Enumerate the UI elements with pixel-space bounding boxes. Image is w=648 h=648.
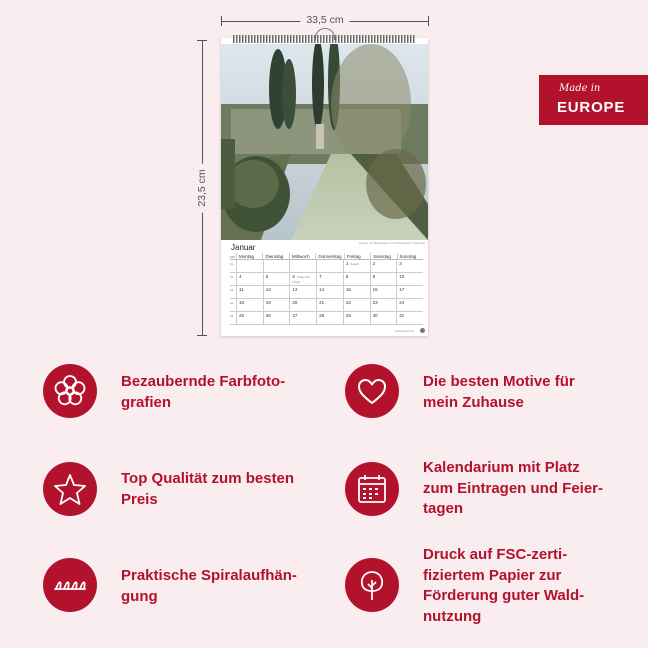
week-number: 05 [230, 314, 234, 318]
week-number: 04 [230, 301, 234, 305]
spiral-binding [233, 35, 416, 43]
width-label: 33,5 cm [300, 14, 349, 26]
feature-calendar-text: Kalendarium mit Platz zum Eintragen und Feier- tagen [423, 459, 604, 517]
week-row [230, 260, 423, 273]
day-cell [289, 260, 316, 272]
day-cell: 10 [396, 273, 423, 285]
day-cell [289, 273, 316, 285]
week-row [230, 312, 423, 325]
feature-photos-text: Bezaubernde Farbfoto- grafien [121, 373, 286, 411]
day-cell: 4 [236, 273, 263, 285]
day-cell: 26 [263, 312, 290, 324]
day-cell: 18 [236, 299, 263, 311]
day-cell: 11 [236, 286, 263, 298]
height-label: 23,5 cm [196, 163, 208, 212]
calendar-icon [345, 462, 399, 516]
feature-motifs-text: Die besten Motive für mein Zuhause [423, 373, 575, 411]
day-cell [343, 260, 370, 272]
europe-label: EUROPE [557, 99, 626, 116]
day-cell: 13 [289, 286, 316, 298]
photo-caption: Garten mit Buchsbaum und Wacholder im Raureif [358, 241, 425, 245]
weekday-label: Samstag [370, 253, 396, 260]
day-cell [316, 260, 343, 272]
spiral-icon [43, 558, 97, 612]
weekday-label: Montag [236, 253, 262, 260]
calendar-grid [230, 253, 423, 325]
day-cell: 2 [370, 260, 397, 272]
heart-icon [345, 364, 399, 418]
height-dimension [195, 40, 209, 336]
weekday-header [230, 253, 423, 260]
month-title: Januar [231, 243, 256, 252]
weekday-label: Mittwoch [289, 253, 315, 260]
week-row [230, 286, 423, 299]
star-icon [43, 462, 97, 516]
day-number: 1 [345, 261, 349, 266]
day-cell: 7 [316, 273, 343, 285]
day-cell: 24 [396, 299, 423, 311]
day-cell: 23 [370, 299, 397, 311]
week-number: 02 [230, 275, 234, 279]
feature-spiral-text: Praktische Spiralaufhän- gung [121, 567, 297, 605]
calendar-mockup [221, 38, 428, 336]
day-cell: 28 [316, 312, 343, 324]
garden-photo [221, 44, 428, 240]
day-cell: 20 [289, 299, 316, 311]
feature-fsc-text: Druck auf FSC-zerti- fiziertem Papier zur Förderung guter Wald- nutzung [423, 546, 585, 625]
weekday-label: Freitag [344, 253, 370, 260]
tree-icon [345, 558, 399, 612]
weekday-label: Sonntag [397, 253, 423, 260]
holiday-note: Neujahr [350, 263, 360, 266]
made-in-label: Made in [559, 83, 601, 94]
flower-icon [43, 364, 97, 418]
feature-quality-text: Top Qualität zum besten Preis [121, 470, 295, 508]
weekday-label: Dienstag [262, 253, 288, 260]
day-cell: 29 [343, 312, 370, 324]
day-cell: 8 [343, 273, 370, 285]
day-cell: 19 [263, 299, 290, 311]
day-cell: 5 [263, 273, 290, 285]
made-in-europe-badge [539, 75, 648, 125]
week-row [230, 273, 423, 286]
day-cell: 25 [236, 312, 263, 324]
day-cell: 17 [396, 286, 423, 298]
publisher-logo-icon [420, 328, 425, 333]
day-number: 6 [292, 274, 295, 279]
day-cell [236, 260, 263, 272]
day-cell: 9 [370, 273, 397, 285]
width-dimension [221, 14, 429, 28]
day-cell: 12 [263, 286, 290, 298]
day-cell [263, 260, 290, 272]
weeknum-col: KW [230, 254, 235, 259]
week-row [230, 299, 423, 312]
calendar-footer: Kalenderdruck [394, 329, 414, 333]
week-number: 03 [230, 288, 234, 292]
day-cell: 14 [316, 286, 343, 298]
day-cell: 16 [370, 286, 397, 298]
day-cell: 21 [316, 299, 343, 311]
day-cell: 31 [396, 312, 423, 324]
day-cell: 15 [343, 286, 370, 298]
weekday-label: Donnerstag [315, 253, 343, 260]
day-cell: 27 [289, 312, 316, 324]
week-number: 01 [230, 262, 234, 266]
day-cell: 3 [396, 260, 423, 272]
day-cell: 22 [343, 299, 370, 311]
holiday-note: Heilige Drei Könige [292, 276, 310, 284]
day-cell: 30 [370, 312, 397, 324]
